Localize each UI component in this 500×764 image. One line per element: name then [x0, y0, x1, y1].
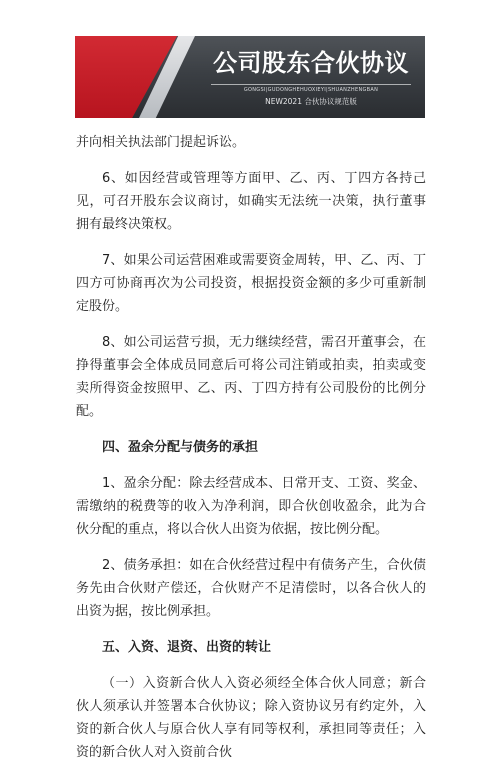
- paragraph-profit-distribution: 1、盈余分配：除去经营成本、日常开支、工资、奖金、需缴纳的税费等的收入为净利润，即合伙创收盈余，此为合伙分配的重点，将以合伙人出资为依据，按比例分配。: [76, 476, 426, 537]
- section-heading-capital-transfer: 五、入资、退资、出资的转让: [102, 640, 272, 655]
- paragraph-clause-7: 7、如果公司运营困难或需要资金周转，甲、乙、丙、丁四方可协商再次为公司投资，根据投资金额的多少可重新制定股份。: [76, 253, 426, 314]
- section-heading-profit-and-debt: 四、盈余分配与债务的承担: [102, 440, 259, 455]
- paragraph-clause-8: 8、如公司运营亏损，无力继续经营，需召开董事会，在挣得董事会全体成员同意后可将公司注销或拍卖，拍卖或变卖所得资金按照甲、乙、丙、丁四方持有公司股份的比例分配。: [76, 335, 426, 419]
- banner-tagline: NEW2021 合伙协议规范版: [265, 97, 357, 106]
- banner-subtitle: GONGSI|GUDONGHEHUOXIEYI|SHUANZHENGBAN: [243, 87, 379, 93]
- header-banner: [75, 36, 425, 118]
- banner-title: 公司股东合伙协议: [213, 49, 409, 77]
- document-body: [76, 131, 426, 764]
- paragraph-continuation: 并向相关执法部门提起诉讼。: [76, 135, 246, 150]
- paragraph-capital-entry: （一）入资新合伙人入资必须经全体合伙人同意；新合伙人须承认并签署本合伙协议；除入资协议另有约定外，入资的新合伙人与原合伙人享有同等权利，承担同等责任；入资的新合伙人对入资前合伙: [76, 676, 426, 760]
- banner-divider: [211, 84, 411, 85]
- paragraph-clause-6: 6、如因经营或管理等方面甲、乙、丙、丁四方各持己见，可召开股东会议商讨，如确实无法统一决策，执行董事拥有最终决策权。: [76, 171, 426, 232]
- paragraph-debt-bearing: 2、债务承担：如在合伙经营过程中有债务产生，合伙债务先由合伙财产偿还，合伙财产不足清偿时，以各合伙人的出资为据，按比例承担。: [76, 558, 426, 619]
